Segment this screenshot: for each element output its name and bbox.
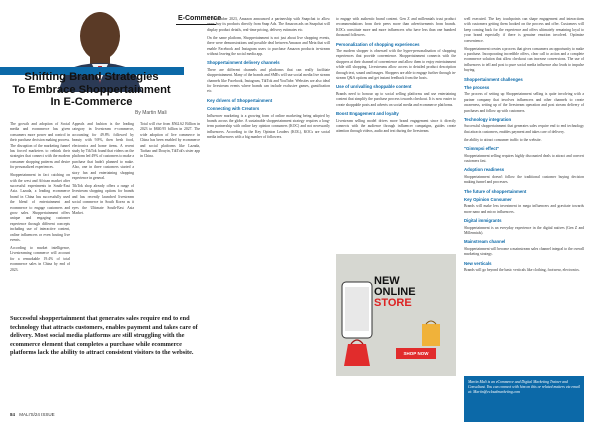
pull-quote: Successful shoppertainment that generates sales require end to end technology that attracts customers, enables payment and takes care of delivery. Most social media platforms are still struggling with the ecommerce element that completes a purchase while ecommerce platforms lack the ability to attract consistent visitors to the website. — [10, 315, 198, 356]
title-line-3: In E-Commerce — [50, 96, 133, 108]
paragraph: Brands need to honour up to social selling platforms and use entertaining content that simplify the purchase process towards checkout. It is now easier to create shoppable posts and adverts on social media and ecommerce platforms. — [336, 91, 456, 107]
subheading: Personalization of shopping experiences — [336, 41, 420, 47]
paragraph: Influencer marketing is a growing form of online marketing being adopted by brands across the globe. A sustainable shoppertainment strategy requires a long-term partnership with online key opinion consumers (KOC) and not necessarily influencers. According to the Key Opinion Leaders (KOL), KOCs are social media influencers with a big number of followers. — [207, 113, 330, 140]
subheading: Key Opinion Consumer — [464, 196, 512, 202]
section-label: E-Commerce — [178, 15, 222, 22]
paragraph: Shoppertainment in fact catching on with the west and African market after successful experiments in South-East Asia. Lazada, a leading ecommerce brand in China has successfully used the blend of entertainment and ecommerce to engage customers and grow sales. Shoppertainment offers unique and engaging customer experience through different concepts including use of interactive content, online influencers or even hosting live events. — [10, 173, 70, 243]
paragraph: Shoppertainment selling requires highly discounted deals to attract and convert customers fast. — [464, 153, 584, 163]
subheading: Shoppertainment delivery channels — [207, 60, 280, 66]
paragraph: The growth and adoption of Social media and ecommerce has given consumers more power and control in their purchase decision making process. The disruption of the marketing funnel has forced marketers to rethink their strategies that connect with the modern consumer shopping patterns and desire for personalized experiences. — [10, 122, 70, 170]
paragraph: Shoppertainment creates a process that gives consumers an opportunity to make a purchase. Incorporating incredible offers, clear call to action and a complete ecommerce solution that allow checkout can increase conversions. The use of influencers to tell and post to pure social media influence also leads to impulse buying. — [464, 46, 584, 73]
body-column-4 — [207, 17, 330, 143]
subheading: "Gimmpsi effect" — [464, 146, 500, 152]
subheading: Shoppertainment challenges — [464, 76, 523, 82]
paragraph: well executed. The key touchpoints can shape engagement and interactions with customers getting them hooked on the process and offer. Customers will keep coming back for the experience and offers ultimately remaining loyal to your brand especially if there is genuine emotion involved. Optimize convenience. — [464, 17, 584, 43]
paragraph: The process of setting up Shoppertainment selling is quite involving with a partner company that involves influencers and other channels to create awareness, setting up of the livestream operation and post stream delivery of purchases and follow up with customers. — [464, 92, 584, 113]
subheading: Use of unrivalling shoppable content — [336, 84, 412, 90]
subheading: Connecting with Creators — [207, 106, 260, 112]
subheading: The process — [464, 84, 490, 90]
article-title — [4, 71, 179, 109]
paragraph: There are different channels and platforms that can really facilitate shoppertainment. Many of the brands and SMEs will use social media live stream channels like Facebook, Instagram, TikTok and YouTube. Websites are also ideal for livestream events where brands can include exclusive games, gamification etc. — [207, 67, 330, 94]
body-column-6 — [464, 17, 584, 276]
ad-line-online: ONLINE — [374, 286, 416, 298]
paragraph: Brands will go beyond the basic verticals like clothing, footwear, electronics. — [464, 268, 580, 273]
paragraph: Shoppertainment will become a mainstream sales channel integral to the overall marketing strategy. — [464, 246, 584, 257]
paragraph: The modern shopper is obsessed with the hyper-personalisation of shopping experiences that provide convenience. Shoppertainment connects with the shoppers at their channel of convenience and allow them to enjoy entertainment while still shopping. Livestreams allow access to detailed product description through text, sound and images. Shoppers are able to engage further through in-stream Q&A options and get instant feedback from the hosts. — [336, 49, 456, 81]
page-number: 84 — [10, 412, 16, 417]
paragraph: the ability to attract consumer traffic to the website. — [464, 137, 542, 142]
subheading: Mainstream channel — [464, 239, 506, 245]
issue-label: MALI'S/24 ISSUE — [19, 412, 55, 417]
shop-now-button[interactable]: SHOP NOW — [396, 348, 436, 359]
author-bio: Martin Mali is an eCommerce and Digital Marketing Trainer and Consultant. You can connect with him on this or related matters via email at: Martin@ecloudmarketing.com — [464, 376, 584, 422]
paragraph: According to market intelligence, Livestreaming commerce will account for a remarkable 19.4% of total ecommerce sales in China by end of 2023. — [10, 245, 70, 272]
body-column-3 — [140, 122, 200, 162]
paragraph: Shoppertainment is an everyday experience in the digital natives (Gen Z and Millennials). — [464, 225, 584, 235]
page-footer — [10, 412, 55, 417]
subheading: Boost Engagement and loyalty — [336, 111, 399, 117]
paragraph: On the same platform, Shoppertainment is not just about live shopping events, there were demonstrations and possible deal between Amazon and Meta that will enable Facebook and Instagram users to purchase Amazon products in-stream without leaving the social media app. — [207, 35, 330, 56]
subheading: Technology integration — [464, 117, 512, 122]
body-column-2 — [72, 122, 134, 219]
paragraph: Shoppertainment doesn't follow the traditional customer buying decision making funnel and processes. — [464, 174, 584, 185]
ad-line-new: NEW — [374, 275, 400, 287]
paragraph: Successful shoppertainment that generates sales require end to end technology that attracts customers, enables payment and takes care of delivery. — [464, 124, 584, 134]
paragraph: In November 2023, Amazon announced a partnership with Snapchat to allow users buy its products directly from Snap Ads. The Amazon ads on Snapchat will display product details, real-time pricing, delivery estimates etc. — [207, 17, 330, 32]
title-line-1: Shifting Brand Strategies — [24, 71, 159, 83]
paragraph: Total will rise from $562.62 Billion in 2023 to $840.95 billion in 2027. The wide adoption of live commerce in China has been enabled by ecommerce and social platforms like Lazada, Taobao and Douyin, TikTok's sister app in China. — [140, 122, 200, 159]
paragraph: to engage with authentic brand content. Gen Z and millennials trust product recommendations from their peers more than advertisements from brands. KOCs constitute more and more influencers who have less than one hundred thousand followers. — [336, 17, 456, 38]
title-line-2: To Embrace Shoppertainment — [12, 83, 171, 96]
subheading: New verticals — [464, 260, 492, 266]
subheading: Digital immigrants — [464, 218, 502, 224]
subheading: Adoption readiness — [464, 167, 505, 173]
ad-headline — [374, 276, 416, 309]
online-store-ad — [336, 254, 456, 376]
subheading: Key drivers of Shoppertainment — [207, 97, 273, 103]
subheading: The future of shoppertainment — [464, 188, 527, 194]
byline: By Martin Mali — [135, 110, 167, 116]
paragraph: Appeals and fashion is the leading category in livestream e-commerce, accounting for 49.8% followed by beauty with 9.8%, then fresh food, electronics and home items. A recent study by TikTok found that videos on the platform led 49% of customers to make a purchase that hadn't planned to make. Also, one in three customers started a story fan and entertaining shopping experience in general. — [72, 122, 134, 181]
body-column-5 — [336, 17, 456, 137]
paragraph: TikTok shop already offers a range of livestream shopping options for brands and has recently launched livestream social commerce in South Korea as it eyes the Ultimate South-East Asia Market. — [72, 183, 134, 215]
ad-line-store: STORE — [374, 297, 412, 309]
body-column-1 — [10, 122, 70, 275]
paragraph: Brands will make less investment in mega influencers and gravitate towards more nano and micro influencers. — [464, 204, 584, 214]
paragraph: Livestream selling model drives more brand engagement since it directly connects with the audience through influencer campaigns, guides create attention through videos, audio and text during the livestream. — [336, 118, 456, 134]
